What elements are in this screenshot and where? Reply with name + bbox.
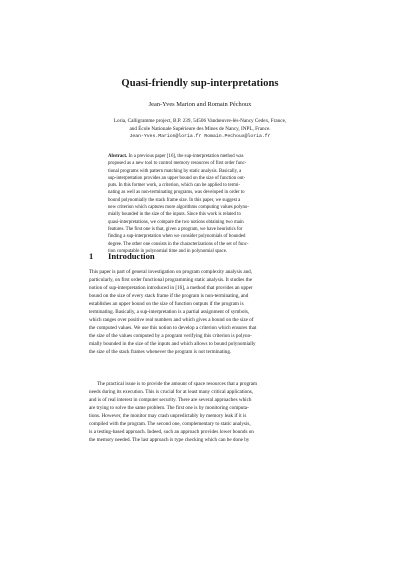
- author-emails: Jean-Yves.Marion@loria.fr Romain.Pechoux@loria.fr: [129, 134, 271, 140]
- section-heading: [89, 251, 155, 261]
- abstract-line: quasi-interpretations, we compare the two notions obtaining two main: [108, 219, 244, 225]
- body-line: the memory needed. The last approach is type checking which can be done by: [89, 437, 250, 444]
- body-line: bound on the size of every stack frame if the program is non-terminating, and: [89, 293, 249, 300]
- body-line: establishes an upper bound on the size of function outputs if the program is: [89, 301, 244, 308]
- body-line: are trying to solve the same problem. The first one is by monitoring computa-: [89, 405, 249, 412]
- abstract-line: puts. In this former work, a criterion, which can be applied to termi-: [108, 183, 240, 189]
- abstract-line: bound polynomially the stack frame size. In this paper, we suggest a: [108, 197, 241, 203]
- body-line: notion of sup-interpretation introduced in [16], a method that provides an upper: [89, 285, 253, 292]
- body-line: particularly, on first order functional programming static analysis. It studies the: [89, 277, 252, 284]
- body-line: the size of the stack frames whenever the program is not terminating.: [89, 349, 232, 356]
- abstract-line: features. The first one is that, given a program, we have heuristics for: [108, 226, 243, 232]
- abstract-label: Abstract.: [108, 154, 128, 159]
- paper-authors: Jean-Yves Marion and Romain Péchoux: [148, 101, 252, 108]
- body-line: tions. However, the monitor may crash unpredictably by memory leak if it is: [89, 413, 247, 420]
- intro-paragraph-1: [89, 268, 313, 357]
- affiliation-line: Loria, Calligramme project, B.P. 239, 54506 Vandœuvre-lès-Nancy Cedex, France,: [113, 118, 287, 124]
- abstract-line: nating as well as non-terminating programs, was developed in order to: [108, 190, 245, 196]
- abstract-line: mially bounded in the size of the inputs. Since this work is related to: [108, 212, 241, 218]
- abstract-line: new criterion which captures more algorithms computing values polyno-: [108, 205, 249, 211]
- section-title: Introduction: [108, 251, 155, 261]
- section-number: 1: [89, 251, 94, 261]
- abstract-line: degree. The other one consists in the characterizations of the set of func-: [108, 241, 249, 247]
- body-line: needs during its execution. This is crucial for at least many critical applications,: [89, 389, 254, 396]
- abstract-line: tional programs with pattern matching by static analysis. Basically, a: [108, 168, 242, 174]
- body-line: and is of real interest in computer security. There are several approaches which: [89, 397, 252, 404]
- abstract-text: In a previous paper [16], the sup-interpretation method was: [128, 154, 244, 159]
- body-line: compiled with the program. The second one, complementary to static analysis,: [89, 421, 251, 428]
- body-line: is a testing-based approach. Indeed, such an approach provides lower bounds on: [89, 429, 254, 436]
- body-line: terminating. Basically, a sup-interpretation is a partial assignment of symbols,: [89, 309, 250, 316]
- body-line: which ranges over positive real numbers and which gives a bound on the size of: [89, 317, 254, 324]
- body-line: mially bounded in the size of the inputs and which allows to bound polynomially: [89, 341, 256, 348]
- abstract-line: tion computable in polynomial time and in polynomial space.: [108, 248, 228, 254]
- abstract-line: sup-interpretation provides an upper bound on the size of function out-: [108, 175, 246, 181]
- affiliation-line: and École Nationale Supérieure des Mines de Nancy, INPL, France.: [129, 125, 271, 132]
- paper-title: Quasi-friendly sup-interpretations: [121, 78, 279, 89]
- intro-paragraph-2: [89, 380, 313, 444]
- body-line: the size of the values computed by a program verifying this criterion is polyno-: [89, 333, 252, 340]
- abstract-line: [108, 153, 296, 160]
- body-line: This paper is part of general investigation on program complexity analysis and,: [89, 269, 253, 275]
- author-affiliation: [0, 118, 400, 141]
- abstract: [108, 153, 296, 255]
- body-line: The practical issue is to provide the amount of space resources that a program: [97, 381, 258, 387]
- body-line: the computed values. We use this notion to develop a criterion which ensures that: [89, 325, 257, 332]
- abstract-line: proposed as a new tool to control memory resources of first order func-: [108, 161, 247, 167]
- abstract-line: finding a sup-interpretation when we consider polynomials of bounded: [108, 234, 246, 240]
